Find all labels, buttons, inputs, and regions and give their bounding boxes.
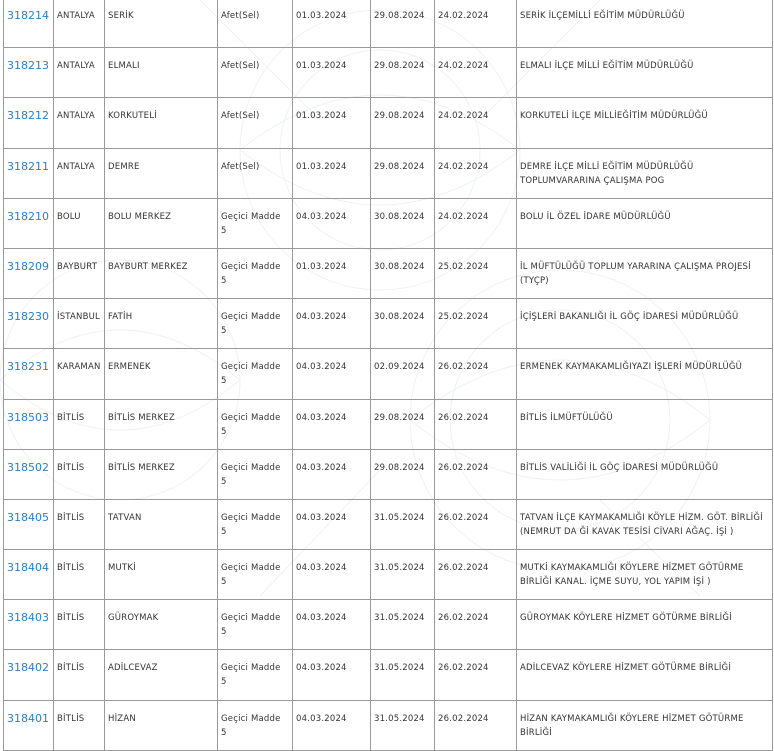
start-date-cell: 04.03.2024 bbox=[293, 299, 371, 349]
start-date-cell: 04.03.2024 bbox=[293, 499, 371, 549]
district-cell: DEMRE bbox=[105, 148, 218, 198]
city-cell: ANTALYA bbox=[54, 98, 105, 148]
id-cell bbox=[4, 48, 54, 98]
application-date-cell: 26.02.2024 bbox=[435, 399, 517, 449]
record-id-link[interactable]: 318210 bbox=[7, 209, 49, 223]
application-date-cell: 26.02.2024 bbox=[435, 700, 517, 750]
institution-cell: İÇİŞLERİ BAKANLIĞI İL GÖÇ İDARESİ MÜDÜRLÜĞÜ bbox=[517, 299, 773, 349]
institution-cell: BİTLİS VALİLİĞİ İL GÖÇ İDARESİ MÜDÜRLÜĞÜ bbox=[517, 449, 773, 499]
institution-cell: KORKUTELİ İLÇE MİLLİEĞİTİM MÜDÜRLÜĞÜ bbox=[517, 98, 773, 148]
institution-cell: DEMRE İLÇE MİLLİ EĞİTİM MÜDÜRLÜĞÜ TOPLUMVARARINA ÇALIŞMA POG bbox=[517, 148, 773, 198]
type-cell: Geçici Madde 5 bbox=[218, 550, 293, 600]
record-id-link[interactable]: 318212 bbox=[7, 109, 49, 123]
table-row bbox=[4, 0, 773, 48]
table-row bbox=[4, 198, 773, 248]
type-cell: Afet(Sel) bbox=[218, 98, 293, 148]
end-date-cell: 02.09.2024 bbox=[371, 349, 435, 399]
district-cell: GÜROYMAK bbox=[105, 600, 218, 650]
id-cell bbox=[4, 399, 54, 449]
district-cell: ELMALI bbox=[105, 48, 218, 98]
city-cell: BAYBURT bbox=[54, 248, 105, 298]
record-id-link[interactable]: 318230 bbox=[7, 310, 49, 324]
type-cell: Geçici Madde 5 bbox=[218, 399, 293, 449]
city-cell: BİTLİS bbox=[54, 499, 105, 549]
type-cell: Geçici Madde 5 bbox=[218, 248, 293, 298]
application-date-cell: 26.02.2024 bbox=[435, 600, 517, 650]
record-id-link[interactable]: 318405 bbox=[7, 510, 49, 524]
table-row bbox=[4, 48, 773, 98]
record-id-link[interactable]: 318404 bbox=[7, 561, 49, 575]
start-date-cell: 01.03.2024 bbox=[293, 0, 371, 48]
start-date-cell: 04.03.2024 bbox=[293, 650, 371, 700]
application-date-cell: 26.02.2024 bbox=[435, 349, 517, 399]
type-cell: Geçici Madde 5 bbox=[218, 600, 293, 650]
end-date-cell: 31.05.2024 bbox=[371, 550, 435, 600]
district-cell: ADİLCEVAZ bbox=[105, 650, 218, 700]
district-cell: FATİH bbox=[105, 299, 218, 349]
city-cell: BİTLİS bbox=[54, 600, 105, 650]
table-row bbox=[4, 299, 773, 349]
application-date-cell: 25.02.2024 bbox=[435, 248, 517, 298]
record-id-link[interactable]: 318402 bbox=[7, 661, 49, 675]
application-date-cell: 26.02.2024 bbox=[435, 550, 517, 600]
institution-cell: BİTLİS İLMÜFTÜLÜĞÜ bbox=[517, 399, 773, 449]
district-cell: BİTLİS MERKEZ bbox=[105, 449, 218, 499]
table-row bbox=[4, 148, 773, 198]
city-cell: KARAMAN bbox=[54, 349, 105, 399]
start-date-cell: 04.03.2024 bbox=[293, 399, 371, 449]
end-date-cell: 30.08.2024 bbox=[371, 198, 435, 248]
end-date-cell: 29.08.2024 bbox=[371, 449, 435, 499]
type-cell: Geçici Madde 5 bbox=[218, 650, 293, 700]
id-cell bbox=[4, 0, 54, 48]
id-cell bbox=[4, 349, 54, 399]
district-cell: BİTLİS MERKEZ bbox=[105, 399, 218, 449]
id-cell bbox=[4, 299, 54, 349]
start-date-cell: 01.03.2024 bbox=[293, 48, 371, 98]
district-cell: BAYBURT MERKEZ bbox=[105, 248, 218, 298]
city-cell: BİTLİS bbox=[54, 399, 105, 449]
record-id-link[interactable]: 318502 bbox=[7, 460, 49, 474]
type-cell: Afet(Sel) bbox=[218, 148, 293, 198]
institution-cell: BOLU İL ÖZEL İDARE MÜDÜRLÜĞÜ bbox=[517, 198, 773, 248]
application-date-cell: 26.02.2024 bbox=[435, 650, 517, 700]
end-date-cell: 31.05.2024 bbox=[371, 600, 435, 650]
institution-cell: ADİLCEVAZ KÖYLERE HİZMET GÖTÜRME BİRLİĞİ bbox=[517, 650, 773, 700]
start-date-cell: 01.03.2024 bbox=[293, 148, 371, 198]
record-id-link[interactable]: 318403 bbox=[7, 611, 49, 625]
table-row bbox=[4, 700, 773, 750]
start-date-cell: 04.03.2024 bbox=[293, 550, 371, 600]
end-date-cell: 29.08.2024 bbox=[371, 48, 435, 98]
district-cell: HİZAN bbox=[105, 700, 218, 750]
district-cell: MUTKİ bbox=[105, 550, 218, 600]
city-cell: BİTLİS bbox=[54, 650, 105, 700]
id-cell bbox=[4, 98, 54, 148]
city-cell: ANTALYA bbox=[54, 48, 105, 98]
city-cell: ANTALYA bbox=[54, 148, 105, 198]
id-cell bbox=[4, 550, 54, 600]
end-date-cell: 29.08.2024 bbox=[371, 98, 435, 148]
district-cell: SERİK bbox=[105, 0, 218, 48]
start-date-cell: 04.03.2024 bbox=[293, 700, 371, 750]
start-date-cell: 04.03.2024 bbox=[293, 449, 371, 499]
table-row bbox=[4, 550, 773, 600]
id-cell bbox=[4, 198, 54, 248]
record-id-link[interactable]: 318401 bbox=[7, 711, 49, 725]
application-date-cell: 24.02.2024 bbox=[435, 148, 517, 198]
id-cell bbox=[4, 499, 54, 549]
start-date-cell: 04.03.2024 bbox=[293, 349, 371, 399]
type-cell: Afet(Sel) bbox=[218, 0, 293, 48]
application-date-cell: 24.02.2024 bbox=[435, 0, 517, 48]
table-row bbox=[4, 449, 773, 499]
id-cell bbox=[4, 148, 54, 198]
city-cell: ANTALYA bbox=[54, 0, 105, 48]
record-id-link[interactable]: 318211 bbox=[7, 159, 49, 173]
city-cell: BİTLİS bbox=[54, 550, 105, 600]
end-date-cell: 31.05.2024 bbox=[371, 700, 435, 750]
type-cell: Geçici Madde 5 bbox=[218, 299, 293, 349]
end-date-cell: 29.08.2024 bbox=[371, 148, 435, 198]
city-cell: BİTLİS bbox=[54, 700, 105, 750]
city-cell: BOLU bbox=[54, 198, 105, 248]
end-date-cell: 30.08.2024 bbox=[371, 299, 435, 349]
application-date-cell: 25.02.2024 bbox=[435, 299, 517, 349]
start-date-cell: 04.03.2024 bbox=[293, 600, 371, 650]
id-cell bbox=[4, 600, 54, 650]
record-id-link[interactable]: 318209 bbox=[7, 259, 49, 273]
end-date-cell: 29.08.2024 bbox=[371, 0, 435, 48]
application-date-cell: 24.02.2024 bbox=[435, 198, 517, 248]
type-cell: Geçici Madde 5 bbox=[218, 349, 293, 399]
district-cell: TATVAN bbox=[105, 499, 218, 549]
table-row bbox=[4, 650, 773, 700]
type-cell: Geçici Madde 5 bbox=[218, 449, 293, 499]
table-row bbox=[4, 349, 773, 399]
start-date-cell: 01.03.2024 bbox=[293, 248, 371, 298]
application-date-cell: 24.02.2024 bbox=[435, 48, 517, 98]
end-date-cell: 31.05.2024 bbox=[371, 650, 435, 700]
institution-cell: TATVAN İLÇE KAYMAKAMLIĞI KÖYLE HİZM. GÖT. BİRLİĞİ (NEMRUT DA Ğİ KAVAK TESİSİ CİVARI AĞAÇ. İŞİ ) bbox=[517, 499, 773, 549]
table-row bbox=[4, 600, 773, 650]
id-cell bbox=[4, 650, 54, 700]
table-body bbox=[4, 0, 773, 750]
institution-cell: ELMALI İLÇE MİLLİ EĞİTİM MÜDÜRLÜĞÜ bbox=[517, 48, 773, 98]
end-date-cell: 31.05.2024 bbox=[371, 499, 435, 549]
district-cell: KORKUTELİ bbox=[105, 98, 218, 148]
application-date-cell: 26.02.2024 bbox=[435, 449, 517, 499]
district-cell: ERMENEK bbox=[105, 349, 218, 399]
city-cell: BİTLİS bbox=[54, 449, 105, 499]
table-row bbox=[4, 499, 773, 549]
record-id-link[interactable]: 318503 bbox=[7, 410, 49, 424]
type-cell: Geçici Madde 5 bbox=[218, 198, 293, 248]
city-cell: İSTANBUL bbox=[54, 299, 105, 349]
id-cell bbox=[4, 248, 54, 298]
id-cell bbox=[4, 700, 54, 750]
institution-cell: SERİK İLÇEMİLLİ EĞİTİM MÜDÜRLÜĞÜ bbox=[517, 0, 773, 48]
institution-cell: MUTKİ KAYMAKAMLIĞI KÖYLERE HİZMET GÖTÜRME BİRLİĞİ KANAL. İÇME SUYU, YOL YAPIM İŞİ ) bbox=[517, 550, 773, 600]
institution-cell: HİZAN KAYMAKAMLIĞI KÖYLERE HİZMET GÖTÜRME BİRLİĞİ bbox=[517, 700, 773, 750]
table-row bbox=[4, 399, 773, 449]
type-cell: Geçici Madde 5 bbox=[218, 499, 293, 549]
institution-cell: GÜROYMAK KÖYLERE HİZMET GÖTÜRME BİRLİĞİ bbox=[517, 600, 773, 650]
type-cell: Geçici Madde 5 bbox=[218, 700, 293, 750]
start-date-cell: 01.03.2024 bbox=[293, 98, 371, 148]
record-id-link[interactable]: 318231 bbox=[7, 360, 49, 374]
record-id-link[interactable]: 318214 bbox=[7, 9, 49, 22]
table-row bbox=[4, 248, 773, 298]
end-date-cell: 30.08.2024 bbox=[371, 248, 435, 298]
records-table bbox=[3, 0, 773, 751]
institution-cell: İL MÜFTÜLÜĞÜ TOPLUM YARARINA ÇALIŞMA PROJESİ (TYÇP) bbox=[517, 248, 773, 298]
application-date-cell: 26.02.2024 bbox=[435, 499, 517, 549]
type-cell: Afet(Sel) bbox=[218, 48, 293, 98]
table-row bbox=[4, 98, 773, 148]
end-date-cell: 29.08.2024 bbox=[371, 399, 435, 449]
institution-cell: ERMENEK KAYMAKAMLIĞIYAZI İŞLERİ MÜDÜRLÜĞÜ bbox=[517, 349, 773, 399]
id-cell bbox=[4, 449, 54, 499]
start-date-cell: 04.03.2024 bbox=[293, 198, 371, 248]
application-date-cell: 24.02.2024 bbox=[435, 98, 517, 148]
district-cell: BOLU MERKEZ bbox=[105, 198, 218, 248]
record-id-link[interactable]: 318213 bbox=[7, 59, 49, 73]
